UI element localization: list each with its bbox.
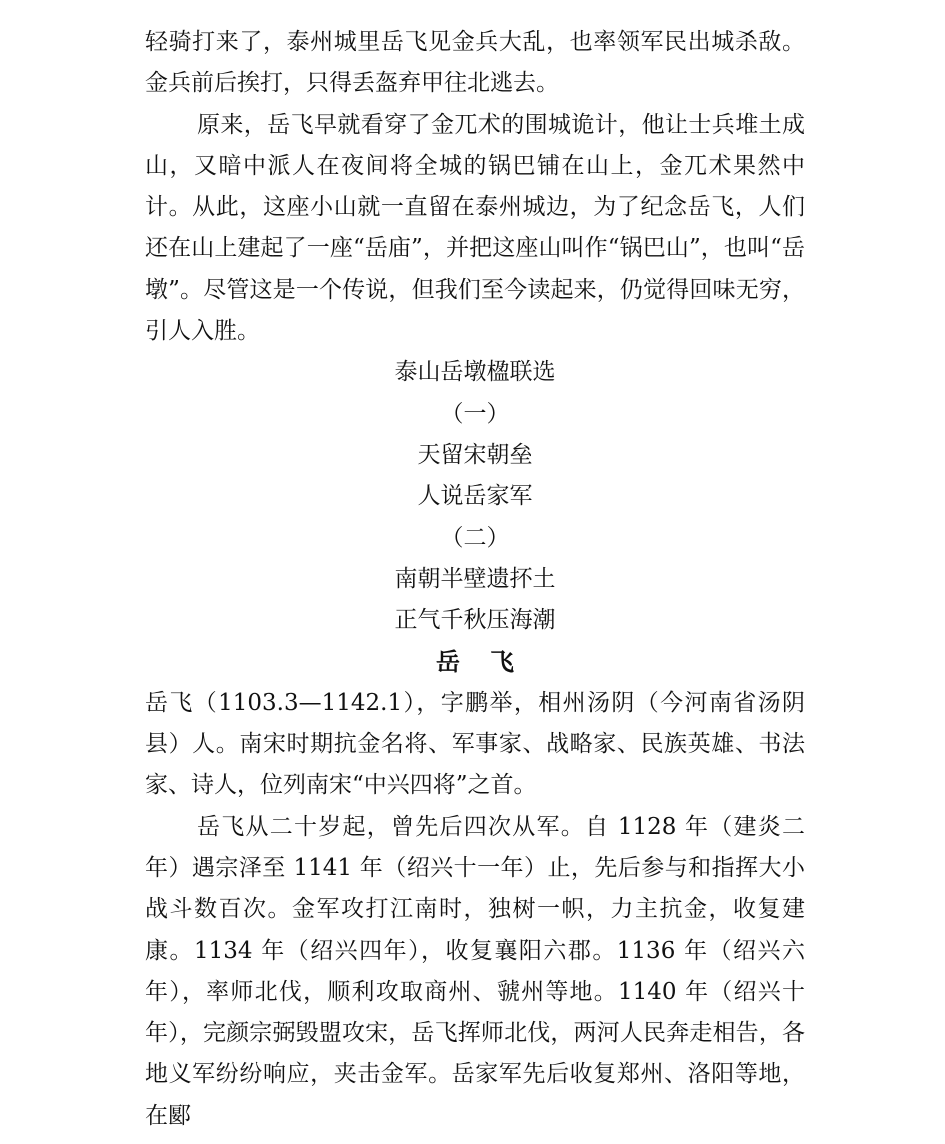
biography-heading (145, 641, 805, 682)
story-paragraph-origin: 原来，岳飞早就看穿了金兀术的围城诡计，他让士兵堆土成山，又暗中派人在夜间将全城的锅巴铺在山上，金兀术果然中计。从此，这座小山就一直留在泰州城边，为了纪念岳飞，人们还在山上建起了一座“岳庙”，并把这座山叫作“锅巴山”，也叫“岳墩”。尽管这是一个传说，但我们至今读起来，仍觉得回味无穷，引人入胜。 (145, 111, 805, 345)
biography-heading-char2: 飞 (490, 647, 514, 677)
biography-paragraph-intro: 岳飞（1103.3—1142.1），字鹏举，相州汤阴（今河南省汤阴县）人。南宋时期抗金名将、军事家、战略家、民族英雄、书法家、诗人，位列南宋“中兴四将”之首。 (145, 689, 805, 799)
couplet-one-line1: 天留宋朝垒 (417, 441, 533, 468)
couplet-two-label: （二） (440, 524, 510, 551)
couplet-two-line2: 正气千秋压海潮 (394, 607, 556, 634)
document-page (145, 22, 805, 1137)
biography-heading-char1: 岳 (436, 647, 460, 677)
biography-paragraph-career: 岳飞从二十岁起，曾先后四次从军。自 1128 年（建炎二年）遇宗泽至 1141 年（绍兴十一年）止，先后参与和指挥大小战斗数百次。金军攻打江南时，独树一帜，力主抗金，收复建康。1134 年（绍兴四年），收复襄阳六郡。1136 年（绍兴六年），率师北伐，顺利攻取商州、虢州等地。1140 年（绍兴十年），完颜宗弼毁盟攻宋，岳飞挥师北伐，两河人民奔走相告，各地义军纷纷响应，夹击金军。岳家军先后收复郑州、洛阳等地，在郾 (145, 813, 805, 1129)
couplet-one-line2: 人说岳家军 (417, 483, 533, 510)
couplets-title: 泰山岳墩楹联选 (394, 359, 556, 386)
couplet-two-line1: 南朝半壁遗抔土 (394, 565, 556, 592)
story-paragraph-ending: 轻骑打来了，泰州城里岳飞见金兵大乱，也率领军民出城杀敌。金兵前后挨打，只得丢盔弃甲往北逃去。 (145, 29, 805, 97)
couplet-one-label: （一） (440, 400, 510, 427)
